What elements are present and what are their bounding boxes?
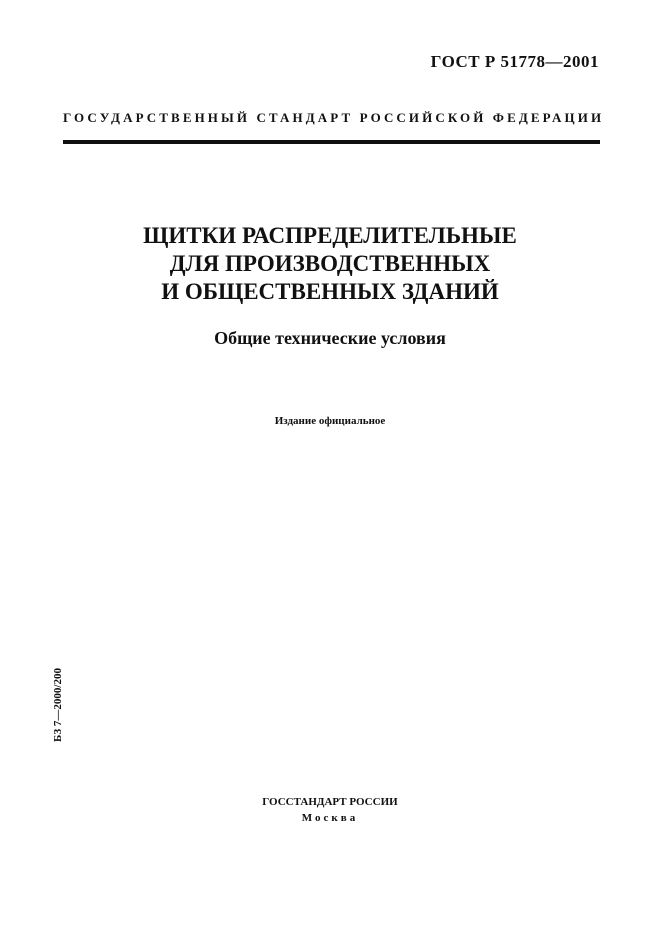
title-line-2: ДЛЯ ПРОИЗВОДСТВЕННЫХ — [169, 251, 491, 276]
publisher-city: Москва — [301, 812, 359, 824]
publisher-name: ГОССТАНДАРТ РОССИИ — [262, 796, 398, 808]
document-subtitle: Общие технические условия — [214, 328, 446, 348]
document-code: ГОСТ Р 51778—2001 — [430, 52, 599, 71]
title-line-1: ЩИТКИ РАСПРЕДЕЛИТЕЛЬНЫЕ — [143, 223, 517, 248]
header-divider — [63, 140, 600, 144]
standard-header: ГОСУДАРСТВЕННЫЙ СТАНДАРТ РОССИЙСКОЙ ФЕДЕРАЦИИ — [63, 110, 605, 125]
title-line-3: И ОБЩЕСТВЕННЫХ ЗДАНИЙ — [161, 279, 499, 304]
edition-label: Издание официальное — [274, 415, 386, 427]
side-catalog-code: БЗ 7—2000/200 — [52, 668, 64, 742]
document-title — [40, 222, 620, 306]
